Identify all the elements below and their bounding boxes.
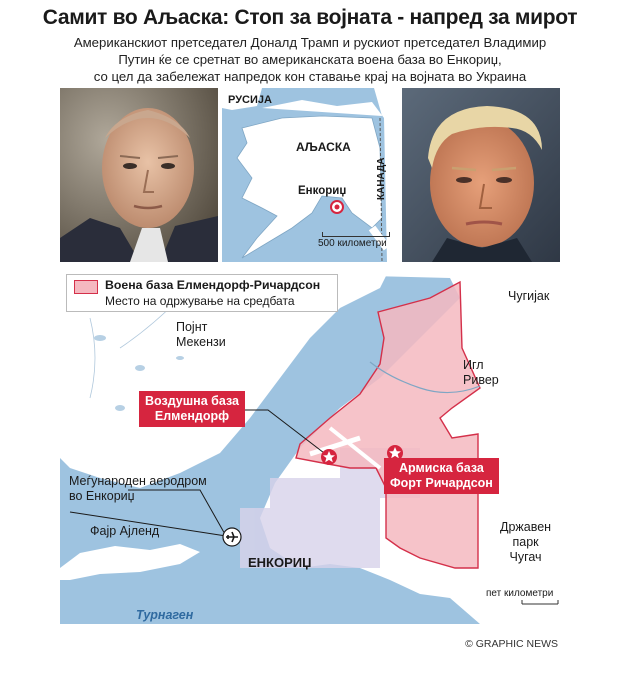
inset-alaska-label: АЉАСКА	[296, 140, 351, 154]
inset-russia-label: РУСИЈА	[228, 94, 272, 106]
callout-richardson: Армиска база Форт Ричардсон	[384, 458, 499, 494]
label-fire-island: Фајр Ајленд	[90, 524, 160, 538]
subtitle-line: со цел да забележат напредок кон ставање крај на војната во Украина	[93, 69, 527, 84]
label-point-mackenzie: Појнт Мекензи	[176, 320, 226, 349]
legend-base-label: Воена база Елмендорф-Ричардсон	[105, 278, 321, 292]
subtitle-line: Путин ќе се сретнат во американската воена база во Енкориџ,	[118, 52, 502, 67]
callout-elmendorf: Воздушна база Елмендорф	[139, 391, 245, 427]
airport-icon	[222, 527, 242, 547]
label-chugiak: Чугијак	[508, 289, 550, 303]
subtitle-line: Американскиот претседател Доналд Трамп и рускиот претседател Владимир	[73, 35, 547, 50]
label-eagle-river: Игл Ривер	[463, 358, 499, 387]
inset-scale-label: 500 километри	[318, 238, 387, 249]
elmendorf-star-icon	[320, 448, 338, 466]
map-scale-label: пет километри	[486, 588, 554, 599]
credit: © GRAPHIC NEWS	[465, 638, 558, 650]
label-airport: Меѓународен аеродром во Енкориџ	[69, 474, 207, 503]
inset-canada-label: КАНАДА	[376, 157, 387, 200]
inset-city-label: Енкориџ	[298, 185, 347, 197]
label-state-park: Државен парк Чугач	[500, 520, 552, 564]
legend-venue-label: Место на одржување на средбата	[105, 294, 295, 308]
label-turnagain: Турнаген	[136, 608, 194, 622]
label-anchorage: ЕНКОРИЏ	[248, 555, 312, 570]
page-title: Самит во Аљаска: Стоп за војната - напред за мирот	[42, 6, 578, 29]
